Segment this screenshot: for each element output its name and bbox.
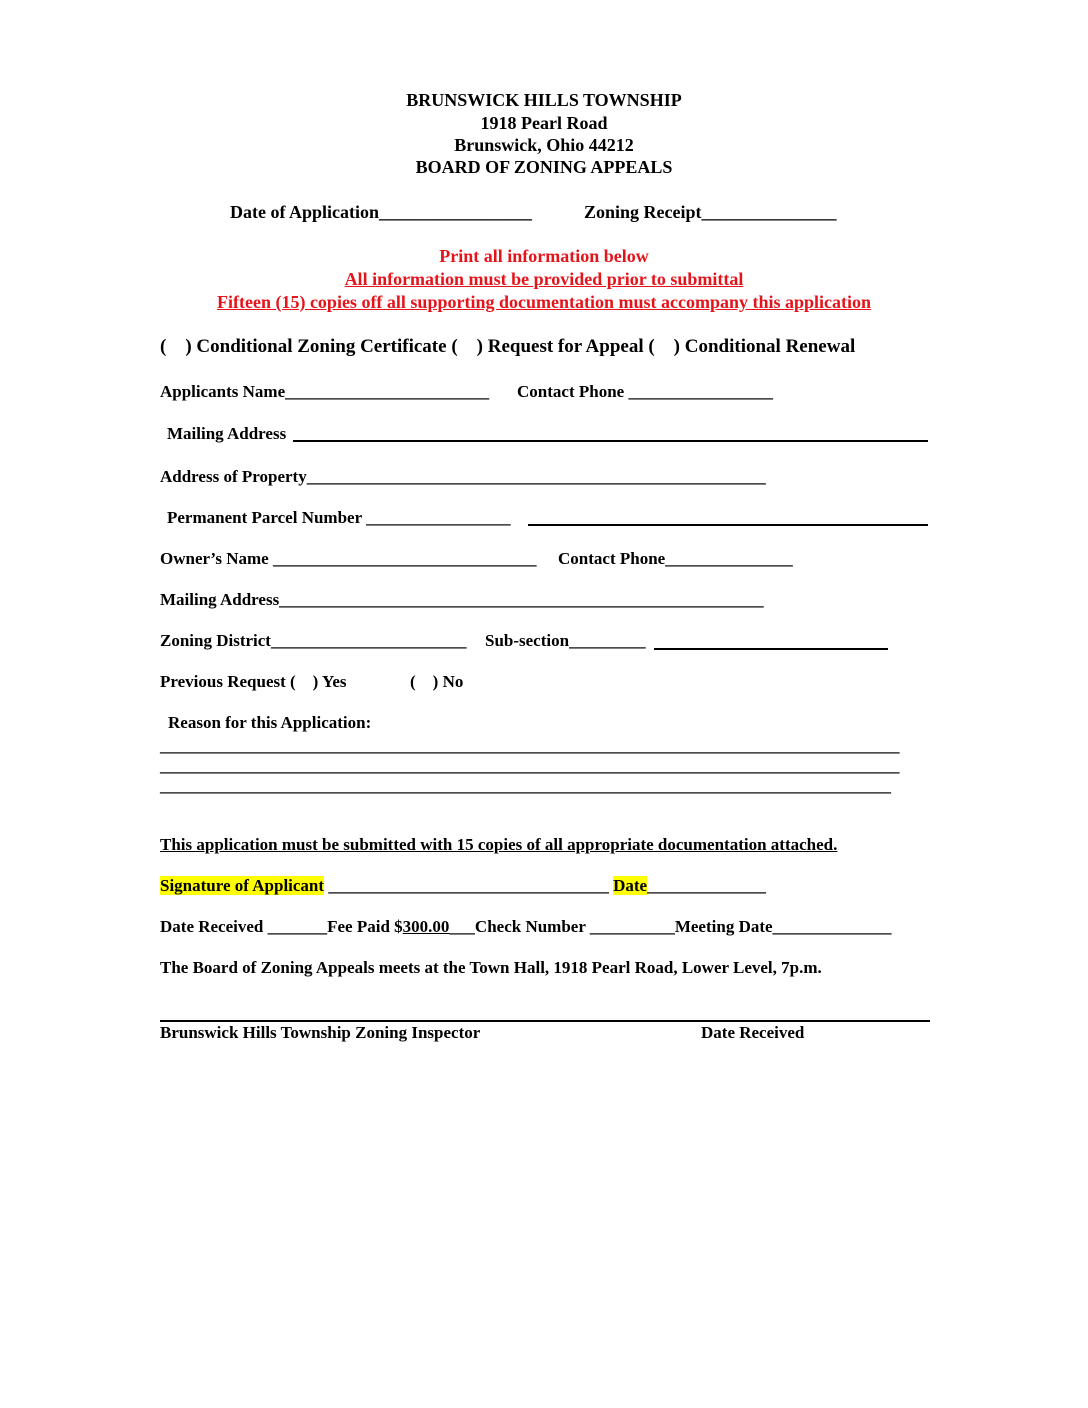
previous-request-yes[interactable]: Previous Request ( ) Yes — [160, 672, 347, 691]
parcel-number-field[interactable]: Permanent Parcel Number _________________ — [167, 508, 511, 527]
prior-submittal-notice: All information must be provided prior to submittal — [344, 269, 744, 289]
signature-label: Signature of Applicant — [160, 876, 325, 895]
zoning-district-field[interactable]: Zoning District_______________________ — [160, 631, 467, 650]
township-name: BRUNSWICK HILLS TOWNSHIP — [406, 90, 682, 110]
applicants-name-field[interactable]: Applicants Name________________________ — [160, 382, 490, 401]
signature-date-label: Date — [613, 876, 648, 895]
inspector-signature-line[interactable] — [160, 1020, 930, 1022]
print-notice: Print all information below — [439, 246, 649, 266]
reason-label: Reason for this Application: — [168, 713, 372, 732]
footer-date-received-label: Date Received — [701, 1023, 805, 1042]
date-received-field[interactable]: Date Received _______ — [160, 917, 328, 936]
fee-after-line: ___ — [449, 917, 475, 936]
owner-contact-phone-field[interactable]: Contact Phone_______________ — [558, 549, 793, 568]
sub-section-field[interactable]: Sub-section_________ — [485, 631, 646, 650]
fee-paid-label: Fee Paid $ — [327, 917, 403, 936]
application-type-options[interactable]: ( ) Conditional Zoning Certificate ( ) Request for Appeal ( ) Conditional Renewal — [160, 336, 856, 357]
mailing-address-label: Mailing Address — [167, 424, 287, 443]
meeting-notice: The Board of Zoning Appeals meets at the Town Hall, 1918 Pearl Road, Lower Level, 7p.m. — [160, 958, 822, 977]
date-of-application-field[interactable]: Date of Application_________________ — [230, 202, 533, 222]
submission-notice: This application must be submitted with 15 copies of all appropriate documentation attached. — [160, 835, 838, 854]
owner-mailing-address-field[interactable]: Mailing Address_________________________________________________________ — [160, 590, 764, 609]
meeting-date-field[interactable]: Meeting Date______________ — [674, 917, 892, 936]
office-use-row — [160, 917, 892, 937]
reason-line-3[interactable]: ______________________________________________________________________________________ — [160, 776, 891, 795]
reason-line-1[interactable]: _______________________________________________________________________________________ — [160, 736, 900, 755]
reason-line-2[interactable]: _______________________________________________________________________________________ — [160, 756, 900, 775]
address-of-property-field[interactable]: Address of Property______________________________________________________ — [160, 467, 766, 486]
check-number-field[interactable]: Check Number __________ — [474, 917, 675, 936]
copies-notice: Fifteen (15) copies off all supporting documentation must accompany this application — [216, 292, 871, 312]
board-title: BOARD OF ZONING APPEALS — [415, 157, 673, 177]
fee-amount: 300.00 — [402, 917, 450, 936]
sub-section-line[interactable] — [654, 648, 888, 650]
owners-name-field[interactable]: Owner’s Name _______________________________ — [160, 549, 537, 568]
township-city: Brunswick, Ohio 44212 — [454, 135, 634, 155]
previous-request-no[interactable]: ( ) No — [410, 672, 464, 691]
signature-row[interactable] — [160, 876, 766, 896]
township-street: 1918 Pearl Road — [480, 113, 608, 133]
inspector-label: Brunswick Hills Township Zoning Inspector — [160, 1023, 481, 1042]
contact-phone-field[interactable]: Contact Phone _________________ — [517, 382, 773, 401]
mailing-address-line[interactable] — [293, 440, 928, 442]
signature-date-line[interactable]: ______________ — [647, 876, 767, 895]
parcel-number-line[interactable] — [528, 524, 928, 526]
zoning-receipt-field[interactable]: Zoning Receipt_______________ — [584, 202, 837, 222]
signature-line[interactable]: _________________________________ — [324, 876, 614, 895]
